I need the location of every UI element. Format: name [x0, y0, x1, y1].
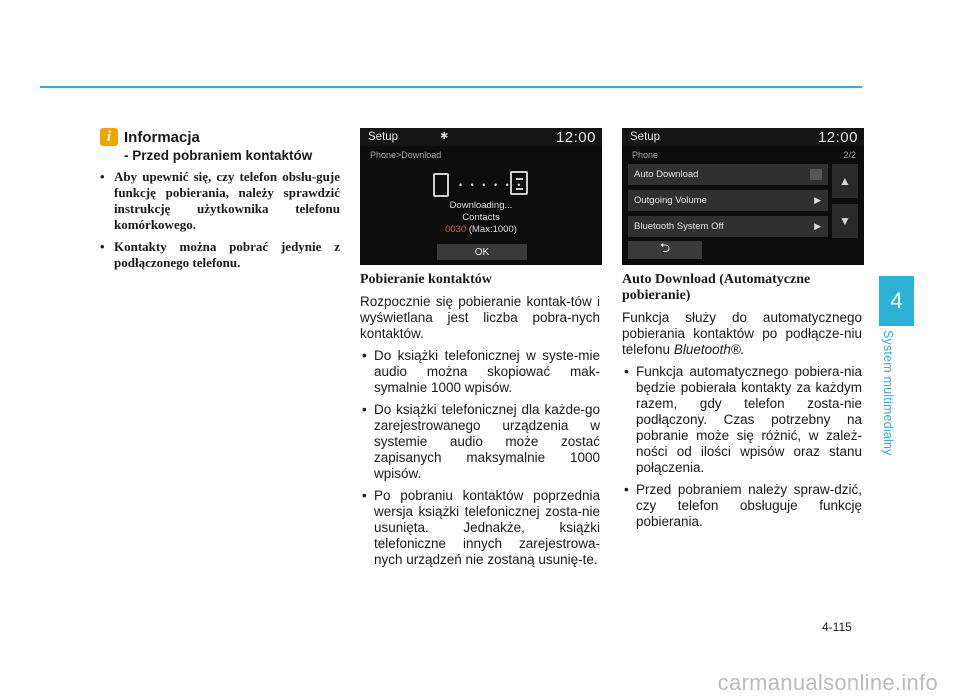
- section-title: Pobieranie kontaktów: [360, 272, 492, 287]
- chapter-side-label: [872, 330, 920, 480]
- section-bullet: • Przed pobraniem należy spraw-dzić, czy telefon obsługuje funkcję pobierania.: [622, 482, 862, 530]
- info-bullet: • Aby upewnić się, czy telefon obsłu-guje funkcję pobierania, należy sprawdzić instrukcję użytkownika telefonu komórkowego.: [100, 169, 340, 233]
- download-line: Contacts: [462, 212, 500, 223]
- download-count: [360, 224, 602, 235]
- chapter-number: 4: [890, 288, 903, 313]
- bluetooth-brand: Bluetooth®.: [673, 342, 745, 357]
- screen-title-bar: [622, 128, 864, 146]
- setting-outgoing-volume[interactable]: [628, 190, 828, 211]
- screen-clock: 12:00: [817, 129, 858, 146]
- info-icon: i: [100, 128, 118, 146]
- screen-title: Setup: [630, 131, 661, 143]
- scroll-up-button[interactable]: ▲: [832, 164, 858, 198]
- info-bullet: • Kontakty można pobrać jedynie z podłączonego telefonu.: [100, 239, 340, 271]
- screen-breadcrumb: Phone: [632, 150, 659, 160]
- setting-label: Outgoing Volume: [634, 195, 707, 206]
- download-status: [360, 200, 602, 224]
- section-bullet: • Do książki telefonicznej w syste-mie audio można skopiować mak-symalnie 1000 wpisów.: [360, 348, 600, 396]
- download-count-value: 0030: [445, 224, 467, 235]
- progress-dots: • • • • • •: [459, 180, 524, 190]
- screen-breadcrumb: Phone>Download: [370, 150, 442, 160]
- section-bullet: • Funkcja automatycznego pobiera-nia będzie pobierała kontakty za każdym razem, gdy telefon zosta-nie podłączony. Czas potrzebny na pobranie może się różnić, w zależ-ności od ilości wpisów oraz stanu połączenia.: [622, 364, 862, 476]
- page-number: 4-115: [822, 620, 852, 634]
- section-bullet: • Po pobraniu kontaktów poprzednia wersja książki telefonicznej zosta-nie usunięta. Jednakże, książki telefoniczne innych zarejestrowa-nych urządzeń nie zostaną usunię-te.: [360, 488, 600, 568]
- arrow-right-icon: ▶: [814, 195, 821, 205]
- section-bullet: • Do książki telefonicznej dla każde-go zarejestrowanego urządzenia w systemie audio może zostać zapisanych maksymalnie 1000 wpisów.: [360, 402, 600, 482]
- info-title: Informacja: [124, 128, 200, 146]
- auto-download-section: [622, 272, 862, 536]
- info-box: [100, 128, 340, 277]
- screen-title: Setup: [368, 131, 399, 143]
- download-line: Downloading...: [449, 200, 513, 211]
- screen-clock: 12:00: [555, 129, 596, 146]
- info-header: [100, 128, 340, 146]
- setting-label: Auto Download: [634, 169, 699, 180]
- download-section: [360, 272, 600, 574]
- intro-text: Funkcja służy do automatycznego pobierania kontaktów po podłącze-niu telefonu: [622, 310, 862, 357]
- screen-page-indicator: 2/2: [843, 150, 856, 160]
- chapter-title: System multimedialny: [881, 330, 895, 456]
- section-intro: Rozpocznie się pobieranie kontak-tów i wyświetlana jest liczba pobra-nych kontaktów.: [360, 294, 600, 341]
- download-screen: [360, 128, 602, 265]
- chapter-tab: [879, 276, 914, 326]
- scroll-down-button[interactable]: ▼: [832, 204, 858, 238]
- section-intro: [622, 310, 862, 358]
- setting-bluetooth-off[interactable]: [628, 216, 828, 237]
- phonebook-icon: [510, 171, 528, 195]
- bluetooth-icon: ✱: [440, 131, 449, 142]
- setting-label: Bluetooth System Off: [634, 221, 724, 232]
- arrow-right-icon: ▶: [814, 221, 821, 231]
- back-button[interactable]: ⮌: [628, 241, 702, 259]
- section-bullets: [622, 364, 862, 530]
- phone-icon: [433, 173, 449, 197]
- phone-settings-screen: [622, 128, 864, 265]
- watermark: carmanualsonline.info: [717, 670, 938, 695]
- screen-title-bar: [360, 128, 602, 146]
- ok-button[interactable]: OK: [437, 244, 527, 260]
- section-title: Auto Download (Automatyczne pobieranie): [622, 272, 811, 303]
- top-rule: [40, 86, 862, 88]
- info-bullets: [100, 169, 340, 271]
- download-count-max: (Max:1000): [468, 224, 517, 235]
- checkbox-icon[interactable]: [810, 169, 822, 180]
- info-subtitle: - Przed pobraniem kontaktów: [124, 148, 313, 163]
- section-bullets: [360, 348, 600, 568]
- setting-auto-download[interactable]: [628, 164, 828, 185]
